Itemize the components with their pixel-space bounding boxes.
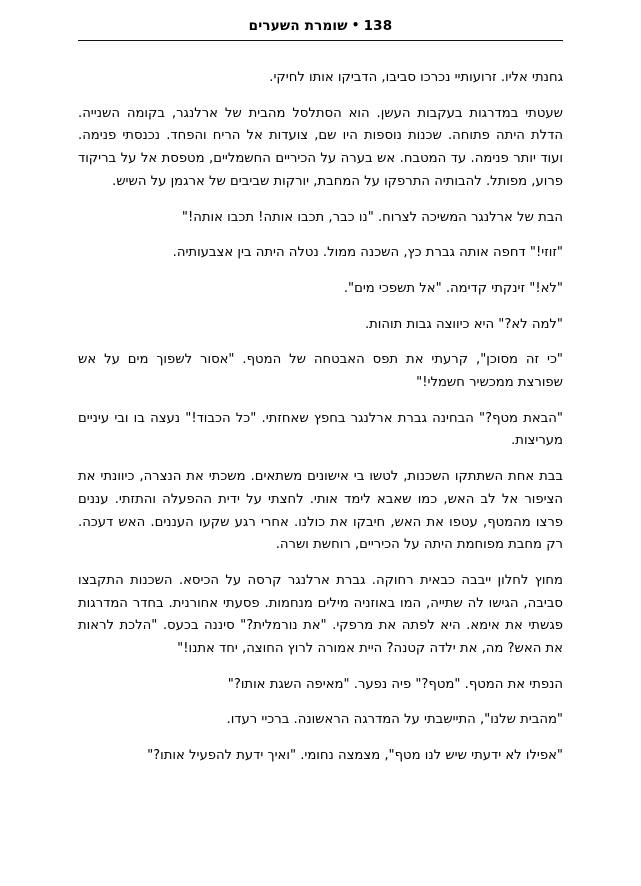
paragraph: שעטתי במדרגות בעקבות העשן. הוא הסתלסל מהבית של ארלנגר, בקומה השנייה. הדלת היתה פתוחה. שכנות נוספות היו שם, צועדות אל הריח והפחד. נכנסתי פנימה. ועוד יותר פנימה. עד המטבח. אש בערה על הכיריים החשמליים, מטפסת אל על בריקוד פרוע, מפותל. להבותיה התרפקו על המחבת, יורקות שביבים של ארגמן על השיש. <box>78 105 563 189</box>
bullet-separator: • <box>351 18 360 32</box>
paragraph: "כי זה מסוכן", קרעתי את תפס האבטחה של המטף. "אסור לשפוך מים על אש שפורצת ממכשיר חשמלי!" <box>78 352 563 391</box>
paragraph: "למה לא?" היא כיווצה גבות תוהות. <box>364 316 563 332</box>
paragraph: בבת אחת השתתקו השכנות, לטשו בי אישונים משתאים. משכתי את הנצרה, כיוונתי את הציפור אל לב האש, כמו שאבא לימד אותי. לחצתי על ידית ההפעלה והתזתי. עננים פרצו מהמטף, עטפו את האש, חיבקו את כולנו. אחרי רגע שקעו העננים. האש דעכה. רק מחבת מפוחמת היתה על הכיריים, רוחשת ושרה. <box>78 469 563 553</box>
paragraph: "זוזי!" דחפה אותה גברת כץ, השכנה ממול. נטלה היתה בין אצבעותיה. <box>172 245 563 261</box>
paragraph: גחנתי אליו. זרועותיי נכרכו סביבו, הדביקו אותו לחיקי. <box>269 70 563 85</box>
body-text <box>78 67 563 768</box>
book-title: שומרת השערים <box>248 18 348 34</box>
paragraph: הבת של ארלנגר המשיכה לצרוח. "נו כבר, תכבו אותה! תכבו אותה!" <box>181 209 563 225</box>
paragraph: "אפילו לא ידעתי שיש לנו מטף", מצמצה נחומי. "ואיך ידעת להפעיל אותו?" <box>147 748 563 764</box>
header-divider <box>78 40 563 41</box>
page-header <box>78 18 563 34</box>
page-number: 138 <box>363 18 393 34</box>
paragraph: מחוץ לחלון ייבבה כבאית רחוקה. גברת ארלנגר קרסה על הכיסא. השכנות התקבצו סביבה, הגישו לה שתייה, המו באוזניה מילים מנחמות. פסעתי אחורנית. בחדר המדרגות פגשתי את אימא. היא לפתה את מרפקי. "את נורמלית?" סיננה בכעס. "הלכת לראות את האש? מה, את ילדה קטנה? היית אמורה לרוץ החוצה, יחד אתנו!" <box>78 572 563 657</box>
paragraph: "מהבית שלנו", התיישבתי על המדרגה הראשונה. ברכיי רעדו. <box>226 712 563 728</box>
paragraph: הנפתי את המטף. "מטף?" פיה נפער. "מאיפה השגת אותו?" <box>227 676 563 692</box>
paragraph: "הבאת מטף?" הבחינה גברת ארלנגר בחפץ שאחזתי. "כל הכבוד!" נעצה בו ובי עיניים מעריצות. <box>78 410 563 449</box>
paragraph: "לא!" זינקתי קדימה. "אל תשפכי מים". <box>343 280 563 296</box>
